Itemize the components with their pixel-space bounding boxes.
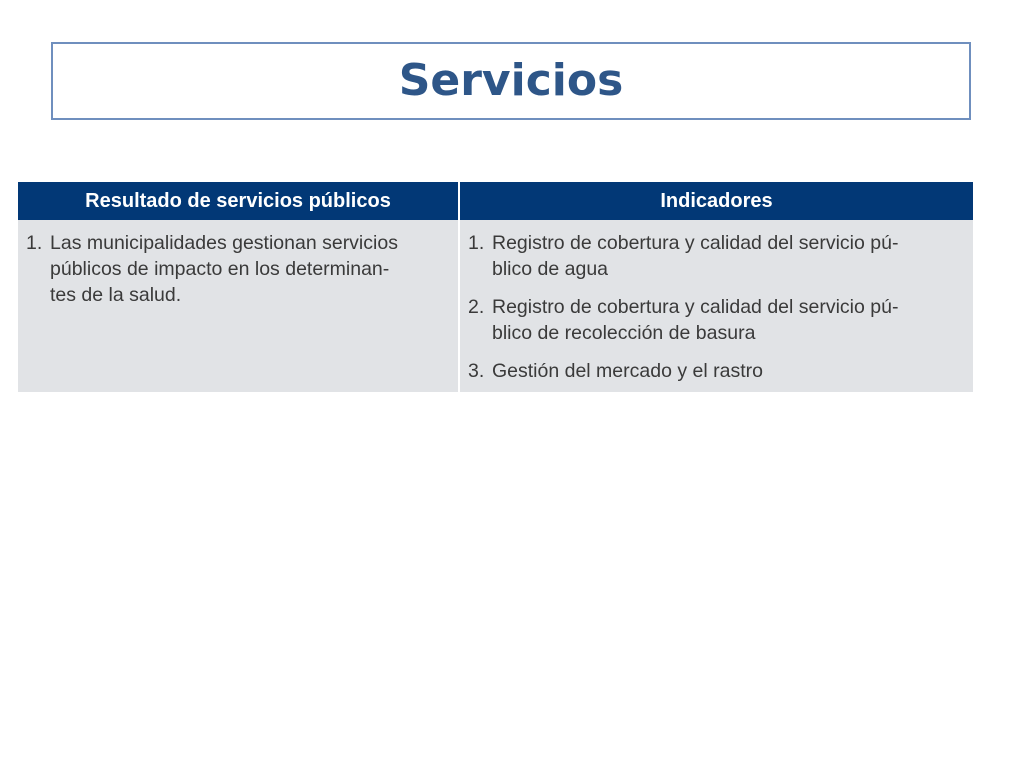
list-item: [26, 230, 450, 308]
cell-resultados: [18, 220, 458, 392]
item-number: 3.: [468, 360, 485, 382]
list-item: [468, 230, 965, 282]
list-item: [468, 358, 965, 384]
item-line: blico de recolección de basura: [492, 322, 756, 344]
header-indicadores: Indicadores: [460, 182, 973, 220]
item-text: [492, 230, 965, 282]
slide-title: Servicios: [398, 54, 624, 106]
cell-indicadores: [460, 220, 973, 392]
item-line: tes de la salud.: [50, 284, 182, 306]
item-number: 2.: [468, 296, 485, 318]
item-line: Las municipalidades gestionan servicios: [50, 232, 398, 254]
item-text: [50, 230, 450, 308]
services-table: [18, 182, 972, 392]
list-item: [468, 294, 965, 346]
item-text: [492, 358, 965, 384]
header-resultado: Resultado de servicios públicos: [18, 182, 458, 220]
item-line: Registro de cobertura y calidad del servicio pú-: [492, 232, 899, 254]
item-line: Registro de cobertura y calidad del servicio pú-: [492, 296, 899, 318]
item-line: Gestión del mercado y el rastro: [492, 360, 763, 382]
item-line: blico de agua: [492, 258, 609, 280]
item-number: 1.: [26, 232, 43, 254]
item-number: 1.: [468, 232, 485, 254]
item-line: públicos de impacto en los determinan-: [50, 258, 390, 280]
title-box: [51, 42, 971, 120]
item-text: [492, 294, 965, 346]
